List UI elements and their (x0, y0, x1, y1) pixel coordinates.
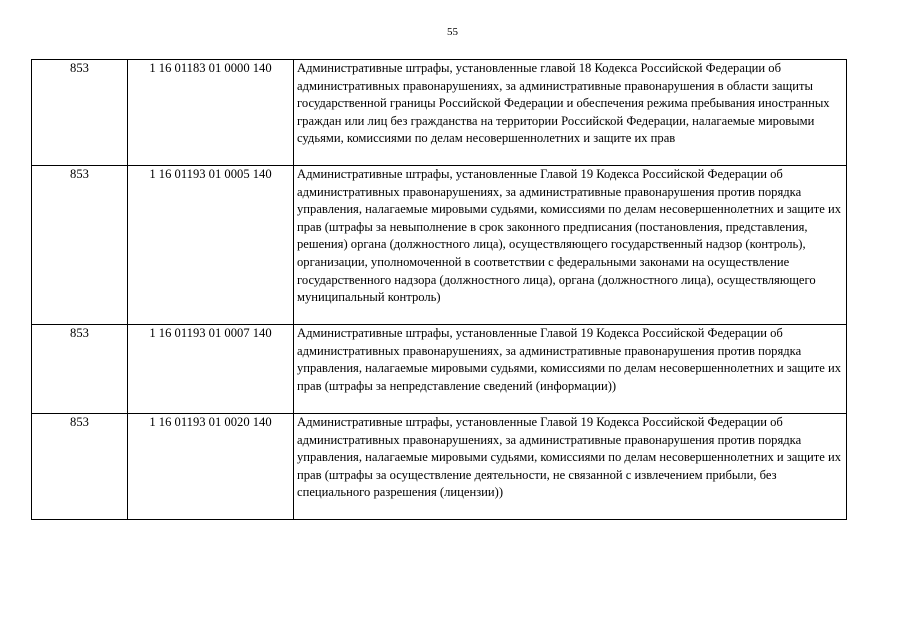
admin-code-cell: 853 (32, 166, 128, 325)
description-cell: Административные штрафы, установленные Главой 19 Кодекса Российской Федерации об административных правонарушениях, за административные правонарушения против порядка управления, налагаемые мировыми судьями, комиссиями по делам несовершеннолетних и защите их прав (штрафы за осуществление деятельности, не связанной с извлечением прибыли, без специального разрешения (лицензии)) (294, 414, 847, 520)
kbk-code-cell: 1 16 01193 01 0005 140 (128, 166, 294, 325)
table-row (32, 325, 847, 414)
kbk-code-cell: 1 16 01183 01 0000 140 (128, 60, 294, 166)
admin-code-cell: 853 (32, 60, 128, 166)
table-row (32, 60, 847, 166)
table-row (32, 166, 847, 325)
table-row (32, 414, 847, 520)
description-cell: Административные штрафы, установленные Главой 19 Кодекса Российской Федерации об административных правонарушениях, за административные правонарушения против порядка управления, налагаемые мировыми судьями, комиссиями по делам несовершеннолетних и защите их прав (штрафы за невыполнение в срок законного предписания (постановления, представления, решения) органа (должностного лица), осуществляющего государственный надзор (контроль), организации, уполномоченной в соответствии с федеральными законами на осуществление государственного надзора (должностного лица), органа (должностного лица), осуществляющего муниципальный контроль) (294, 166, 847, 325)
kbk-code-cell: 1 16 01193 01 0007 140 (128, 325, 294, 414)
description-cell: Административные штрафы, установленные главой 18 Кодекса Российской Федерации об административных правонарушениях, за административные правонарушения в области защиты государственной границы Российской Федерации и обеспечения режима пребывания иностранных граждан или лиц без гражданства на территории Российской Федерации, налагаемые мировыми судьями, комиссиями по делам несовершеннолетних и защите их прав (294, 60, 847, 166)
admin-code-cell: 853 (32, 414, 128, 520)
budget-classification-table (31, 59, 847, 520)
page-number: 55 (447, 26, 458, 38)
kbk-code-cell: 1 16 01193 01 0020 140 (128, 414, 294, 520)
admin-code-cell: 853 (32, 325, 128, 414)
description-cell: Административные штрафы, установленные Главой 19 Кодекса Российской Федерации об административных правонарушениях, за административные правонарушения против порядка управления, налагаемые мировыми судьями, комиссиями по делам несовершеннолетних и защите их прав (штрафы за непредставление сведений (информации)) (294, 325, 847, 414)
